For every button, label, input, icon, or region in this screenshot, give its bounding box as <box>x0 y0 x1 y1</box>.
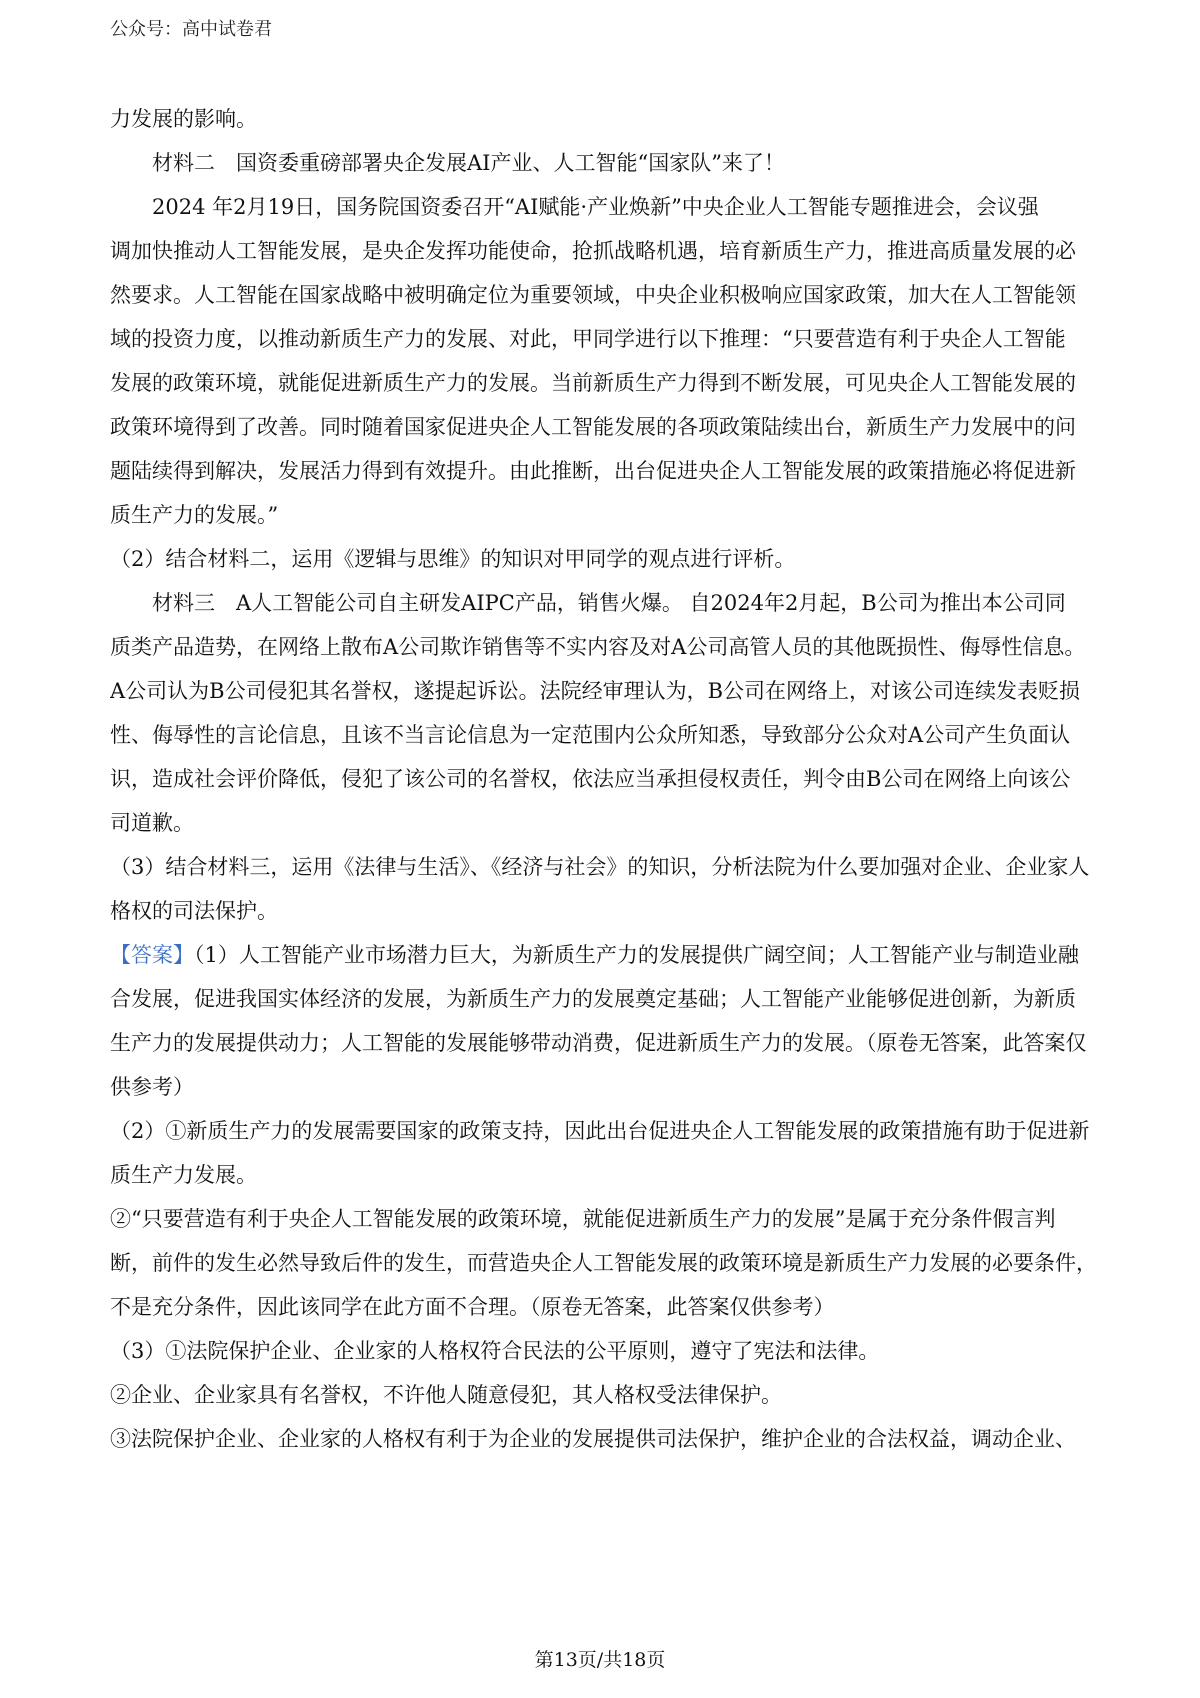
text-line: ②“只要营造有利于央企人工智能发展的政策环境，就能促进新质生产力的发展”是属于充分条件假言判 <box>110 1207 1056 1231</box>
question-2: （2）结合材料二，运用《逻辑与思维》的知识对甲同学的观点进行评析。 <box>110 547 796 571</box>
text-line: 政策环境得到了改善。同时随着国家促进央企人工智能发展的各项政策陆续出台，新质生产力发展中的问 <box>110 415 1076 439</box>
text-line: 合发展，促进我国实体经济的发展，为新质生产力的发展奠定基础；人工智能产业能够促进创新，为新质 <box>110 987 1076 1011</box>
text-line: 性、侮辱性的言论信息，且该不当言论信息为一定范围内公众所知悉，导致部分公众对A公司产生负面认 <box>110 723 1071 747</box>
text-line: 域的投资力度，以推动新质生产力的发展、对此，甲同学进行以下推理：“只要营造有利于央企人工智能 <box>110 327 1066 351</box>
text-line: 质类产品造势，在网络上散布A公司欺诈销售等不实内容及对A公司高管人员的其他既损性、侮辱性信息。 <box>110 635 1086 659</box>
question-3: （3）结合材料三，运用《法律与生活》、《经济与社会》的知识，分析法院为什么要加强对企业、企业家人 <box>110 855 1090 879</box>
material-2-title: 材料二 国资委重磅部署央企发展AI产业、人工智能“国家队”来了！ <box>152 151 785 175</box>
page-number: 第13页/共18页 <box>534 1649 666 1671</box>
answer-1-line <box>110 933 1100 977</box>
text-line: 2024 年2月19日，国务院国资委召开“AI赋能·产业焕新”中央企业人工智能专题推进会，会议强 <box>152 195 1039 219</box>
answer-1-text: （1）人工智能产业市场潜力巨大，为新质生产力的发展提供广阔空间；人工智能产业与制造业融 <box>194 943 1079 967</box>
text-line: 调加快推动人工智能发展，是央企发挥功能使命，抢抓战略机遇，培育新质生产力，推进高质量发展的必 <box>110 239 1076 263</box>
text-line: ③法院保护企业、企业家的人格权有利于为企业的发展提供司法保护，维护企业的合法权益，调动企业、 <box>110 1427 1076 1451</box>
document-body <box>110 97 1100 1461</box>
text-line: A公司认为B公司侵犯其名誉权，遂提起诉讼。法院经审理认为，B公司在网络上，对该公司连续发表贬损 <box>110 679 1081 703</box>
text-line: 供参考） <box>110 1075 194 1099</box>
answer-tag: 【答案】 <box>110 943 194 967</box>
text-line: 格权的司法保护。 <box>110 899 278 923</box>
text-line: 司道歉。 <box>110 811 194 835</box>
text-line: 然要求。人工智能在国家战略中被明确定位为重要领域，中央企业积极响应国家政策，加大在人工智能领 <box>110 283 1076 307</box>
text-line: 断，前件的发生必然导致后件的发生，而营造央企人工智能发展的政策环境是新质生产力发展的必要条件， <box>110 1251 1097 1275</box>
text-line: 不是充分条件，因此该同学在此方面不合理。（原卷无答案，此答案仅供参考） <box>110 1295 835 1319</box>
text-line: 生产力的发展提供动力；人工智能的发展能够带动消费，促进新质生产力的发展。（原卷无答案，此答案仅 <box>110 1031 1087 1055</box>
text-line: ②企业、企业家具有名誉权，不许他人随意侵犯，其人格权受法律保护。 <box>110 1383 782 1407</box>
answer-2-line: （2）①新质生产力的发展需要国家的政策支持，因此出台促进央企人工智能发展的政策措施有助于促进新 <box>110 1119 1090 1143</box>
page-header: 公众号：高中试卷君 <box>110 19 272 40</box>
text-line: 质生产力发展。 <box>110 1163 257 1187</box>
text-line: 力发展的影响。 <box>110 107 257 131</box>
answer-3-line: （3）①法院保护企业、企业家的人格权符合民法的公平原则，遵守了宪法和法律。 <box>110 1339 880 1363</box>
material-3-line: 材料三 A人工智能公司自主研发AIPC产品，销售火爆。 自2024年2月起，B公司为推出本公司同 <box>152 591 1066 615</box>
text-line: 质生产力的发展。” <box>110 503 279 527</box>
text-line: 题陆续得到解决，发展活力得到有效提升。由此推断，出台促进央企人工智能发展的政策措施必将促进新 <box>110 459 1076 483</box>
text-line: 发展的政策环境，就能促进新质生产力的发展。当前新质生产力得到不断发展，可见央企人工智能发展的 <box>110 371 1076 395</box>
text-line: 识，造成社会评价降低，侵犯了该公司的名誉权，依法应当承担侵权责任，判令由B公司在网络上向该公 <box>110 767 1071 791</box>
